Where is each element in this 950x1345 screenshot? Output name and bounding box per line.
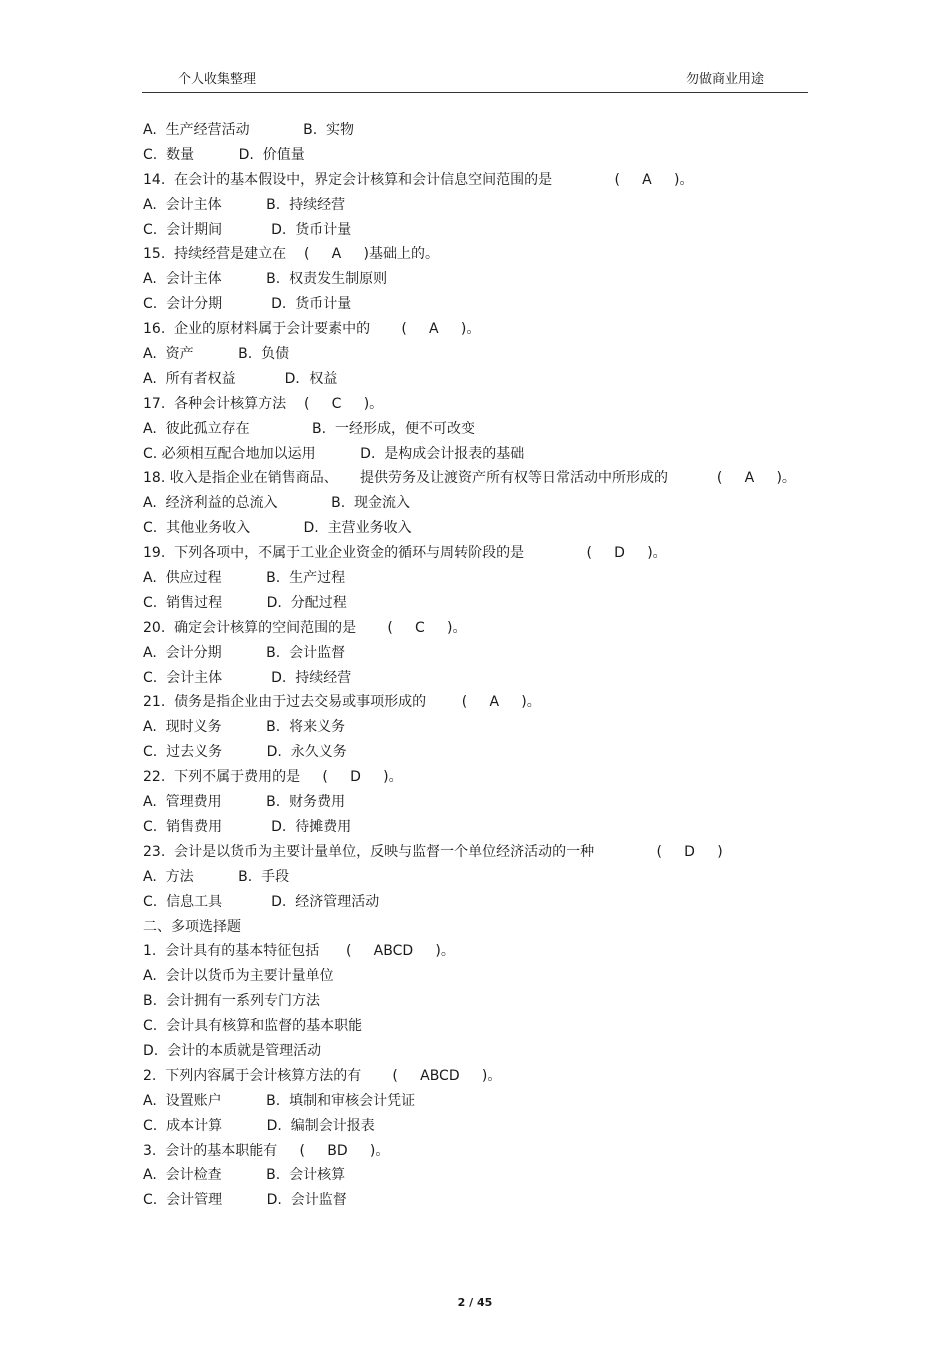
document-line: 16. 企业的原材料属于会计要素中的 ( A )。 [143,321,481,338]
document-line: A. 现时义务 B. 将来义务 [143,719,346,736]
document-line: 二、多项选择题 [143,918,241,935]
page-header [142,66,808,93]
document-line: A. 彼此孤立存在 B. 一经形成，便不可改变 [143,420,475,437]
document-line: 15. 持续经营是建立在 ( A )基础上的。 [143,246,439,263]
document-line: A. 所有者权益 D．权益 [143,370,338,387]
document-line: 23. 会计是以货币为主要计量单位，反映与监督一个单位经济活动的一种 ( D ) [143,843,723,860]
document-line: C. 会计主体 D. 持续经营 [143,669,352,686]
document-line: C. 过去义务 D. 永久义务 [143,744,347,761]
document-line: 19. 下列各项中，不属于工业企业资金的循环与周转阶段的是 ( D )。 [143,545,667,562]
page-number: 2 / 45 [457,1296,493,1309]
document-line: A. 设置账户 B. 填制和审核会计凭证 [143,1092,416,1109]
document-line: 17. 各种会计核算方法 ( C )。 [143,395,384,412]
document-line: C. 销售过程 D. 分配过程 [143,594,347,611]
document-line: C. 销售费用 D. 待摊费用 [143,818,352,835]
document-line: A. 生产经营活动 B. 实物 [143,122,355,138]
document-line: A. 供应过程 B. 生产过程 [143,570,346,587]
document-line: C. 会计管理 D. 会计监督 [143,1192,347,1209]
document-line: 3. 会计的基本职能有 ( BD )。 [143,1142,390,1159]
document-line: 22. 下列不属于费用的是 ( D )。 [143,769,403,786]
document-line: C. 信息工具 D. 经济管理活动 [143,893,380,910]
document-line: D. 会计的本质就是管理活动 [143,1042,322,1059]
document-line: A. 资产 B. 负债 [143,346,290,363]
document-line: A. 管理费用 B. 财务费用 [143,794,346,811]
header-right-text: 勿做商业用途 [685,72,764,87]
document-line: B. 会计拥有一系列专门方法 [143,993,320,1010]
document-line: A. 会计分期 B. 会计监督 [143,644,346,661]
document-line: 20. 确定会计核算的空间范围的是 ( C )。 [143,619,467,636]
document-line: A. 会计以货币为主要计量单位 [143,968,334,985]
document-line: C. 成本计算 D. 编制会计报表 [143,1117,375,1134]
document-body [143,118,823,1213]
document-line: A. 会计检查 B. 会计核算 [143,1167,346,1184]
document-line: A. 会计主体 B. 持续经营 [143,196,346,213]
document-line: C. 会计具有核算和监督的基本职能 [143,1018,363,1035]
document-line: A. 经济利益的总流入 B. 现金流入 [143,495,411,512]
document-line: C. 会计分期 D. 货币计量 [143,296,352,313]
document-line: 18. 收入是指企业在销售商品、 提供劳务及让渡资产所有权等日常活动中所形成的 ( A )。 [143,470,796,487]
document-line: 1. 会计具有的基本特征包括 ( ABCD )。 [143,943,455,960]
document-line: 21. 债务是指企业由于过去交易或事项形成的 ( A )。 [143,694,541,711]
header-left-text: 个人收集整理 [178,72,257,87]
document-line: 2. 下列内容属于会计核算方法的有 ( ABCD )。 [143,1067,502,1084]
document-line: C. 必须相互配合地加以运用 D. 是构成会计报表的基础 [143,445,525,462]
document-line: C. 数量 D. 价值量 [143,146,305,163]
document-line: A. 方法 B. 手段 [143,868,290,885]
document-line: C. 其他业务收入 D. 主营业务收入 [143,520,412,537]
document-line: A. 会计主体 B. 权责发生制原则 [143,271,388,288]
document-line: 14. 在会计的基本假设中，界定会计核算和会计信息空间范围的是 ( A )。 [143,171,694,188]
document-line: C. 会计期间 D. 货币计量 [143,221,352,238]
